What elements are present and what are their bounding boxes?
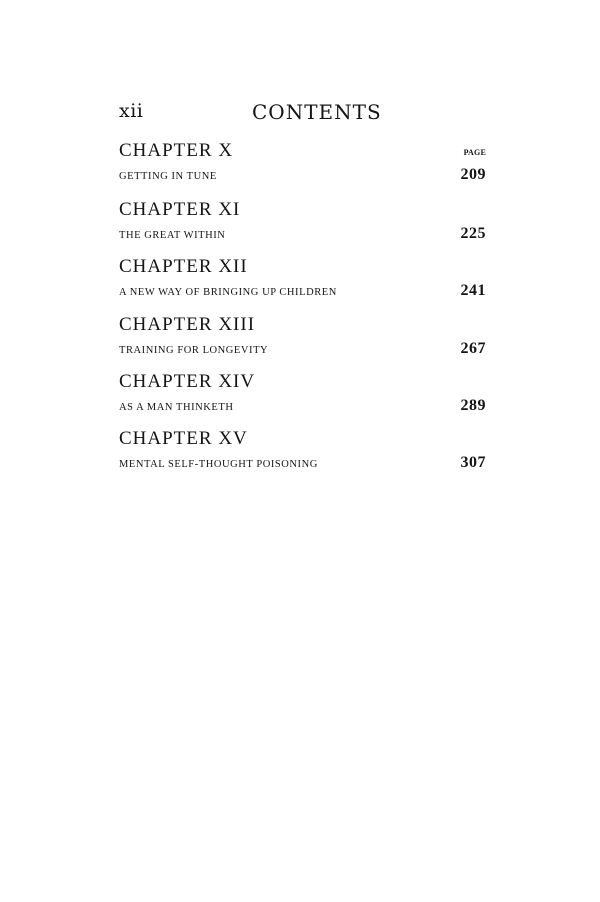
toc-entry [0,256,600,308]
chapter-title: TRAINING FOR LONGEVITY [119,345,269,356]
chapter-heading: CHAPTER XI [119,199,241,220]
chapter-title: AS A MAN THINKETH [119,402,234,413]
chapter-page-number: 307 [460,454,486,471]
page-column-heading: PAGE [463,148,486,157]
chapter-page-number: 289 [460,397,486,414]
toc-entry [0,314,600,366]
chapter-title: THE GREAT WITHIN [119,230,226,241]
chapter-page-number: 241 [460,282,486,299]
toc-entry [0,199,600,251]
chapter-heading: CHAPTER XIII [119,314,256,335]
toc-entry [0,371,600,423]
chapter-heading: CHAPTER XIV [119,371,256,392]
running-head-title: CONTENTS [252,100,382,124]
running-head [0,100,600,130]
chapter-page-number: 225 [460,225,486,242]
toc-entry [0,428,600,480]
page-number: xii [119,100,144,122]
chapter-title: A NEW WAY OF BRINGING UP CHILDREN [119,287,337,298]
chapter-page-number: 267 [460,340,486,357]
chapter-title: GETTING IN TUNE [119,171,217,182]
chapter-title: MENTAL SELF-THOUGHT POISONING [119,459,318,470]
chapter-heading: CHAPTER XV [119,428,248,449]
toc-entry [0,140,600,192]
chapter-heading: CHAPTER XII [119,256,248,277]
chapter-page-number: 209 [460,166,486,183]
chapter-heading: CHAPTER X [119,140,234,161]
